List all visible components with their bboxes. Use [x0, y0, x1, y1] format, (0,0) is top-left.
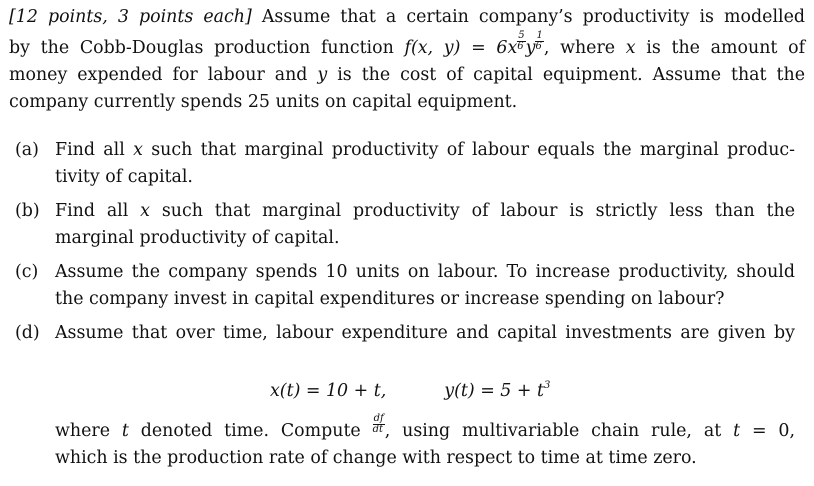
part-b-label: (b) — [15, 201, 40, 221]
points-header: [12 points, 3 points each] — [9, 7, 252, 27]
part-a-label: (a) — [15, 140, 39, 160]
intro-line-2: by the Cobb-Douglas production function f(x, y) = 6x $\frac{5}{6}$ y $\frac{1}{6}$ , where x is the amount of — [9, 30, 806, 58]
intro-line-1: [12 points, 3 points each] Assume that a certain company’s productivity is modelled — [9, 7, 805, 27]
part-d: (d) Assume that over time, labour expenditure and capital investments are given by — [15, 320, 795, 347]
part-c: (c) Assume the company spends 10 units on labour. To increase productivity, should the company invest in capital expenditures or increase spending on labour? — [15, 259, 795, 313]
production-function: f(x, y) = 6x $\frac{5}{6}$ y $\frac{1}{6}$ — [404, 30, 543, 58]
exponent-x: $\frac{5}{6}$ — [517, 30, 525, 52]
parametric-equations — [270, 378, 550, 405]
derivative-df-dt: $\frac{df}{dt}$ — [372, 413, 384, 435]
part-c-label: (c) — [15, 262, 39, 282]
equation-x: x(t) = 10 + t, — [270, 381, 387, 401]
problem-intro — [9, 4, 805, 116]
part-d-label: (d) — [15, 323, 40, 343]
intro-line-3: money expended for labour and y is the cost of capital equipment. Assume that the — [9, 65, 805, 85]
part-b: (b) Find all x such that marginal productivity of labour is strictly less than the marginal productivity of capital. — [15, 198, 795, 252]
exponent-y: $\frac{1}{6}$ — [535, 30, 543, 52]
equation-y: $y(t) = 5 + t^3$ — [444, 380, 551, 401]
part-d-continued: where t denoted time. Compute $\frac{df}{dt}$ , using multivariable chain rule, at t = 0, which is the production rate of change with respect to time at time zero. — [55, 413, 795, 468]
intro-line-4: company currently spends 25 units on capital equipment. — [9, 92, 518, 112]
part-a: (a) Find all x such that marginal productivity of labour equals the marginal produc- tivity of capital. — [15, 137, 795, 191]
